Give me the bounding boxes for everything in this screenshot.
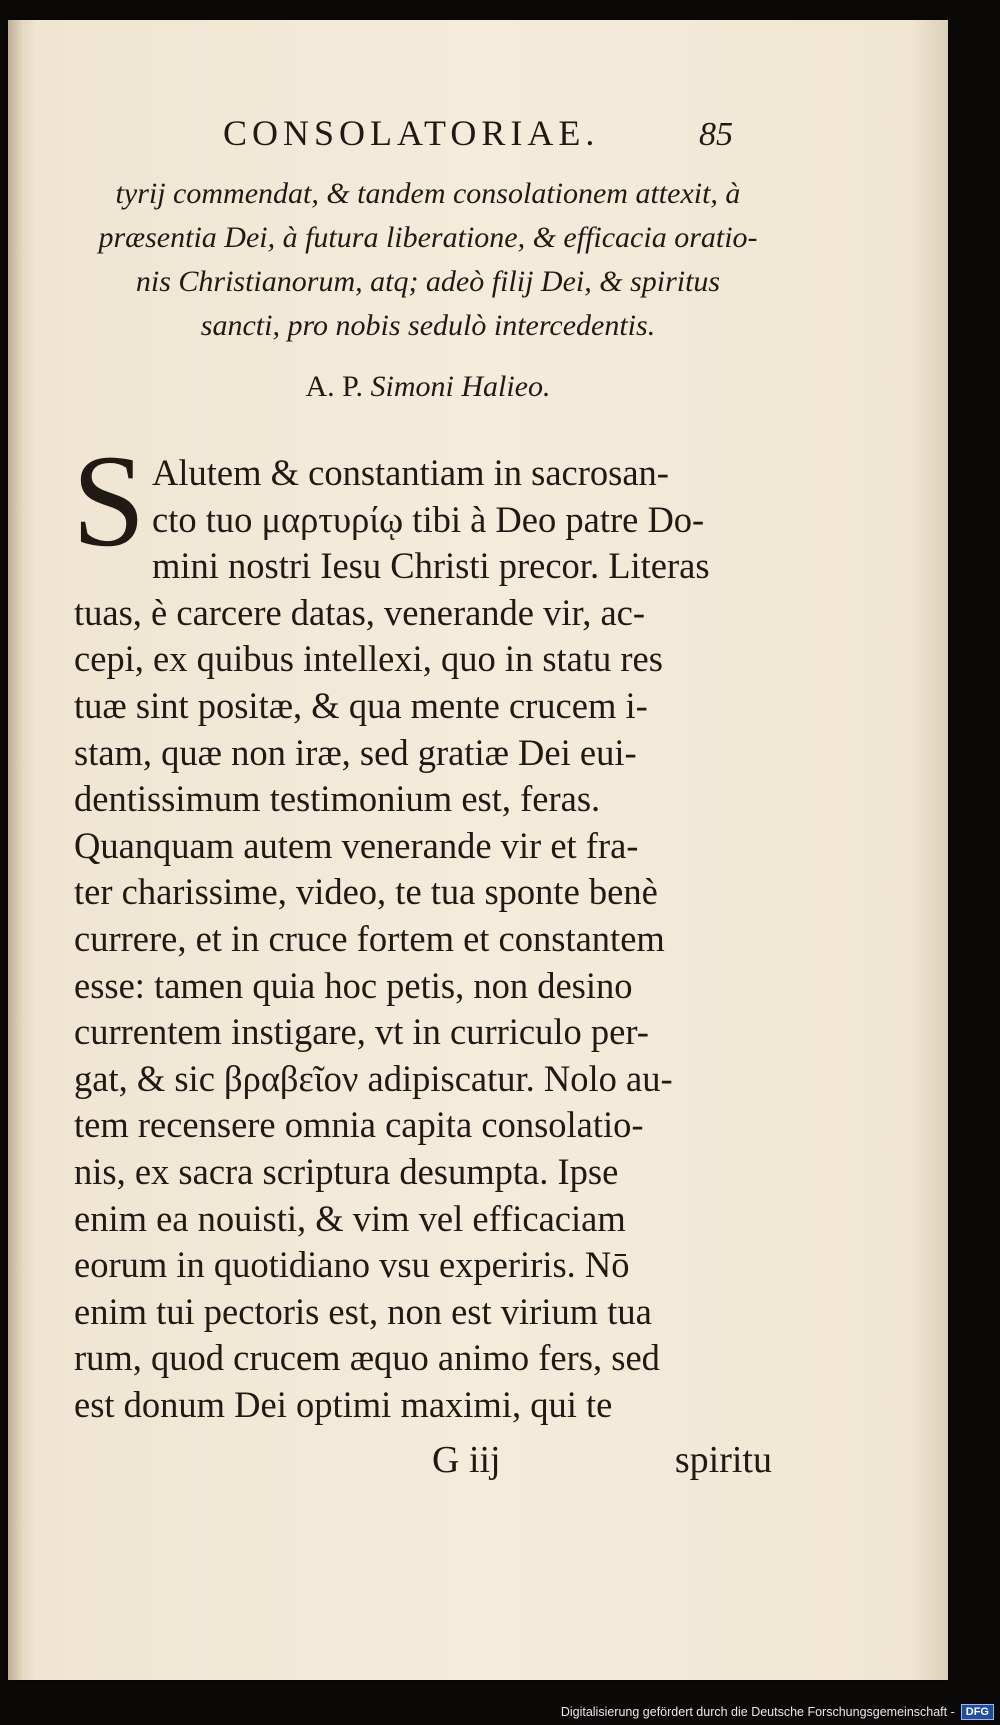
body-line: cto tuo μαρτυρίῳ tibi à Deo patre Do- <box>152 498 705 540</box>
body-line: stam, quæ non iræ, sed gratiæ Dei eui- <box>74 731 637 773</box>
body-line: eorum in quotidiano vsu experiris. Nō <box>74 1244 630 1286</box>
body-line: tem recensere omnia capita consolatio- <box>74 1104 644 1146</box>
page-footer <box>432 1438 772 1482</box>
argument-summary <box>78 172 778 348</box>
drop-cap: S <box>72 427 146 574</box>
body-line: tuas, è carcere datas, venerande vir, ac- <box>74 591 646 633</box>
body-line: cepi, ex quibus intellexi, quo in statu res <box>74 638 663 680</box>
summary-line: nis Christianorum, atq; adeò filij Dei, & spiritus <box>135 265 721 298</box>
body-line: tuæ sint positæ, & qua mente crucem i- <box>74 684 648 726</box>
body-line: rum, quod crucem æquo animo fers, sed <box>74 1337 660 1379</box>
body-line: esse: tamen quia hoc petis, non desino <box>74 964 633 1006</box>
body-line: mini nostri Iesu Christi precor. Literas <box>152 545 710 587</box>
salutation <box>78 370 778 404</box>
signature-mark: G iij <box>432 1439 501 1481</box>
body-line: enim ea nouisti, & vim vel efficaciam <box>74 1197 626 1239</box>
body-line: currere, et in cruce fortem et constantem <box>74 917 665 959</box>
summary-line: tyrij commendat, & tandem consolationem attexit, à <box>115 177 741 210</box>
digitization-credit-text: Digitalisierung gefördert durch die Deutsche Forschungsgemeinschaft - <box>560 1705 955 1719</box>
catchword: spiritu <box>674 1439 772 1481</box>
running-title: CONSOLATORIAE. <box>223 113 600 153</box>
digitization-credit <box>561 1703 994 1721</box>
body-line: gat, & sic βραβεῖον adipiscatur. Nolo au- <box>74 1057 673 1099</box>
body-line: currentem instigare, vt in curriculo per- <box>74 1011 649 1053</box>
body-line: nis, ex sacra scriptura desumpta. Ipse <box>74 1150 619 1192</box>
letter-body <box>72 427 774 1428</box>
salutation-recipient: Simoni Halieo. <box>370 370 551 403</box>
body-line: Alutem & constantiam in sacrosan- <box>152 452 669 493</box>
page-binding-edge <box>8 20 24 1680</box>
running-head <box>223 112 733 160</box>
body-line: Quanquam autem venerande vir et fra- <box>74 824 639 866</box>
dfg-logo: DFG <box>961 1704 994 1720</box>
body-line: enim tui pectoris est, non est virium tua <box>74 1290 652 1332</box>
summary-line: sancti, pro nobis sedulò intercedentis. <box>200 309 656 342</box>
page-number: 85 <box>699 116 733 153</box>
body-line: est donum Dei optimi maximi, qui te <box>74 1383 613 1425</box>
body-line: ter charissime, video, te tua sponte benè <box>74 871 658 913</box>
book-page <box>8 20 948 1680</box>
summary-line: præsentia Dei, à futura liberatione, & efficacia oratio- <box>98 221 758 254</box>
salutation-prefix: A. P. <box>305 370 364 403</box>
body-line: dentissimum testimonium est, feras. <box>74 778 601 820</box>
